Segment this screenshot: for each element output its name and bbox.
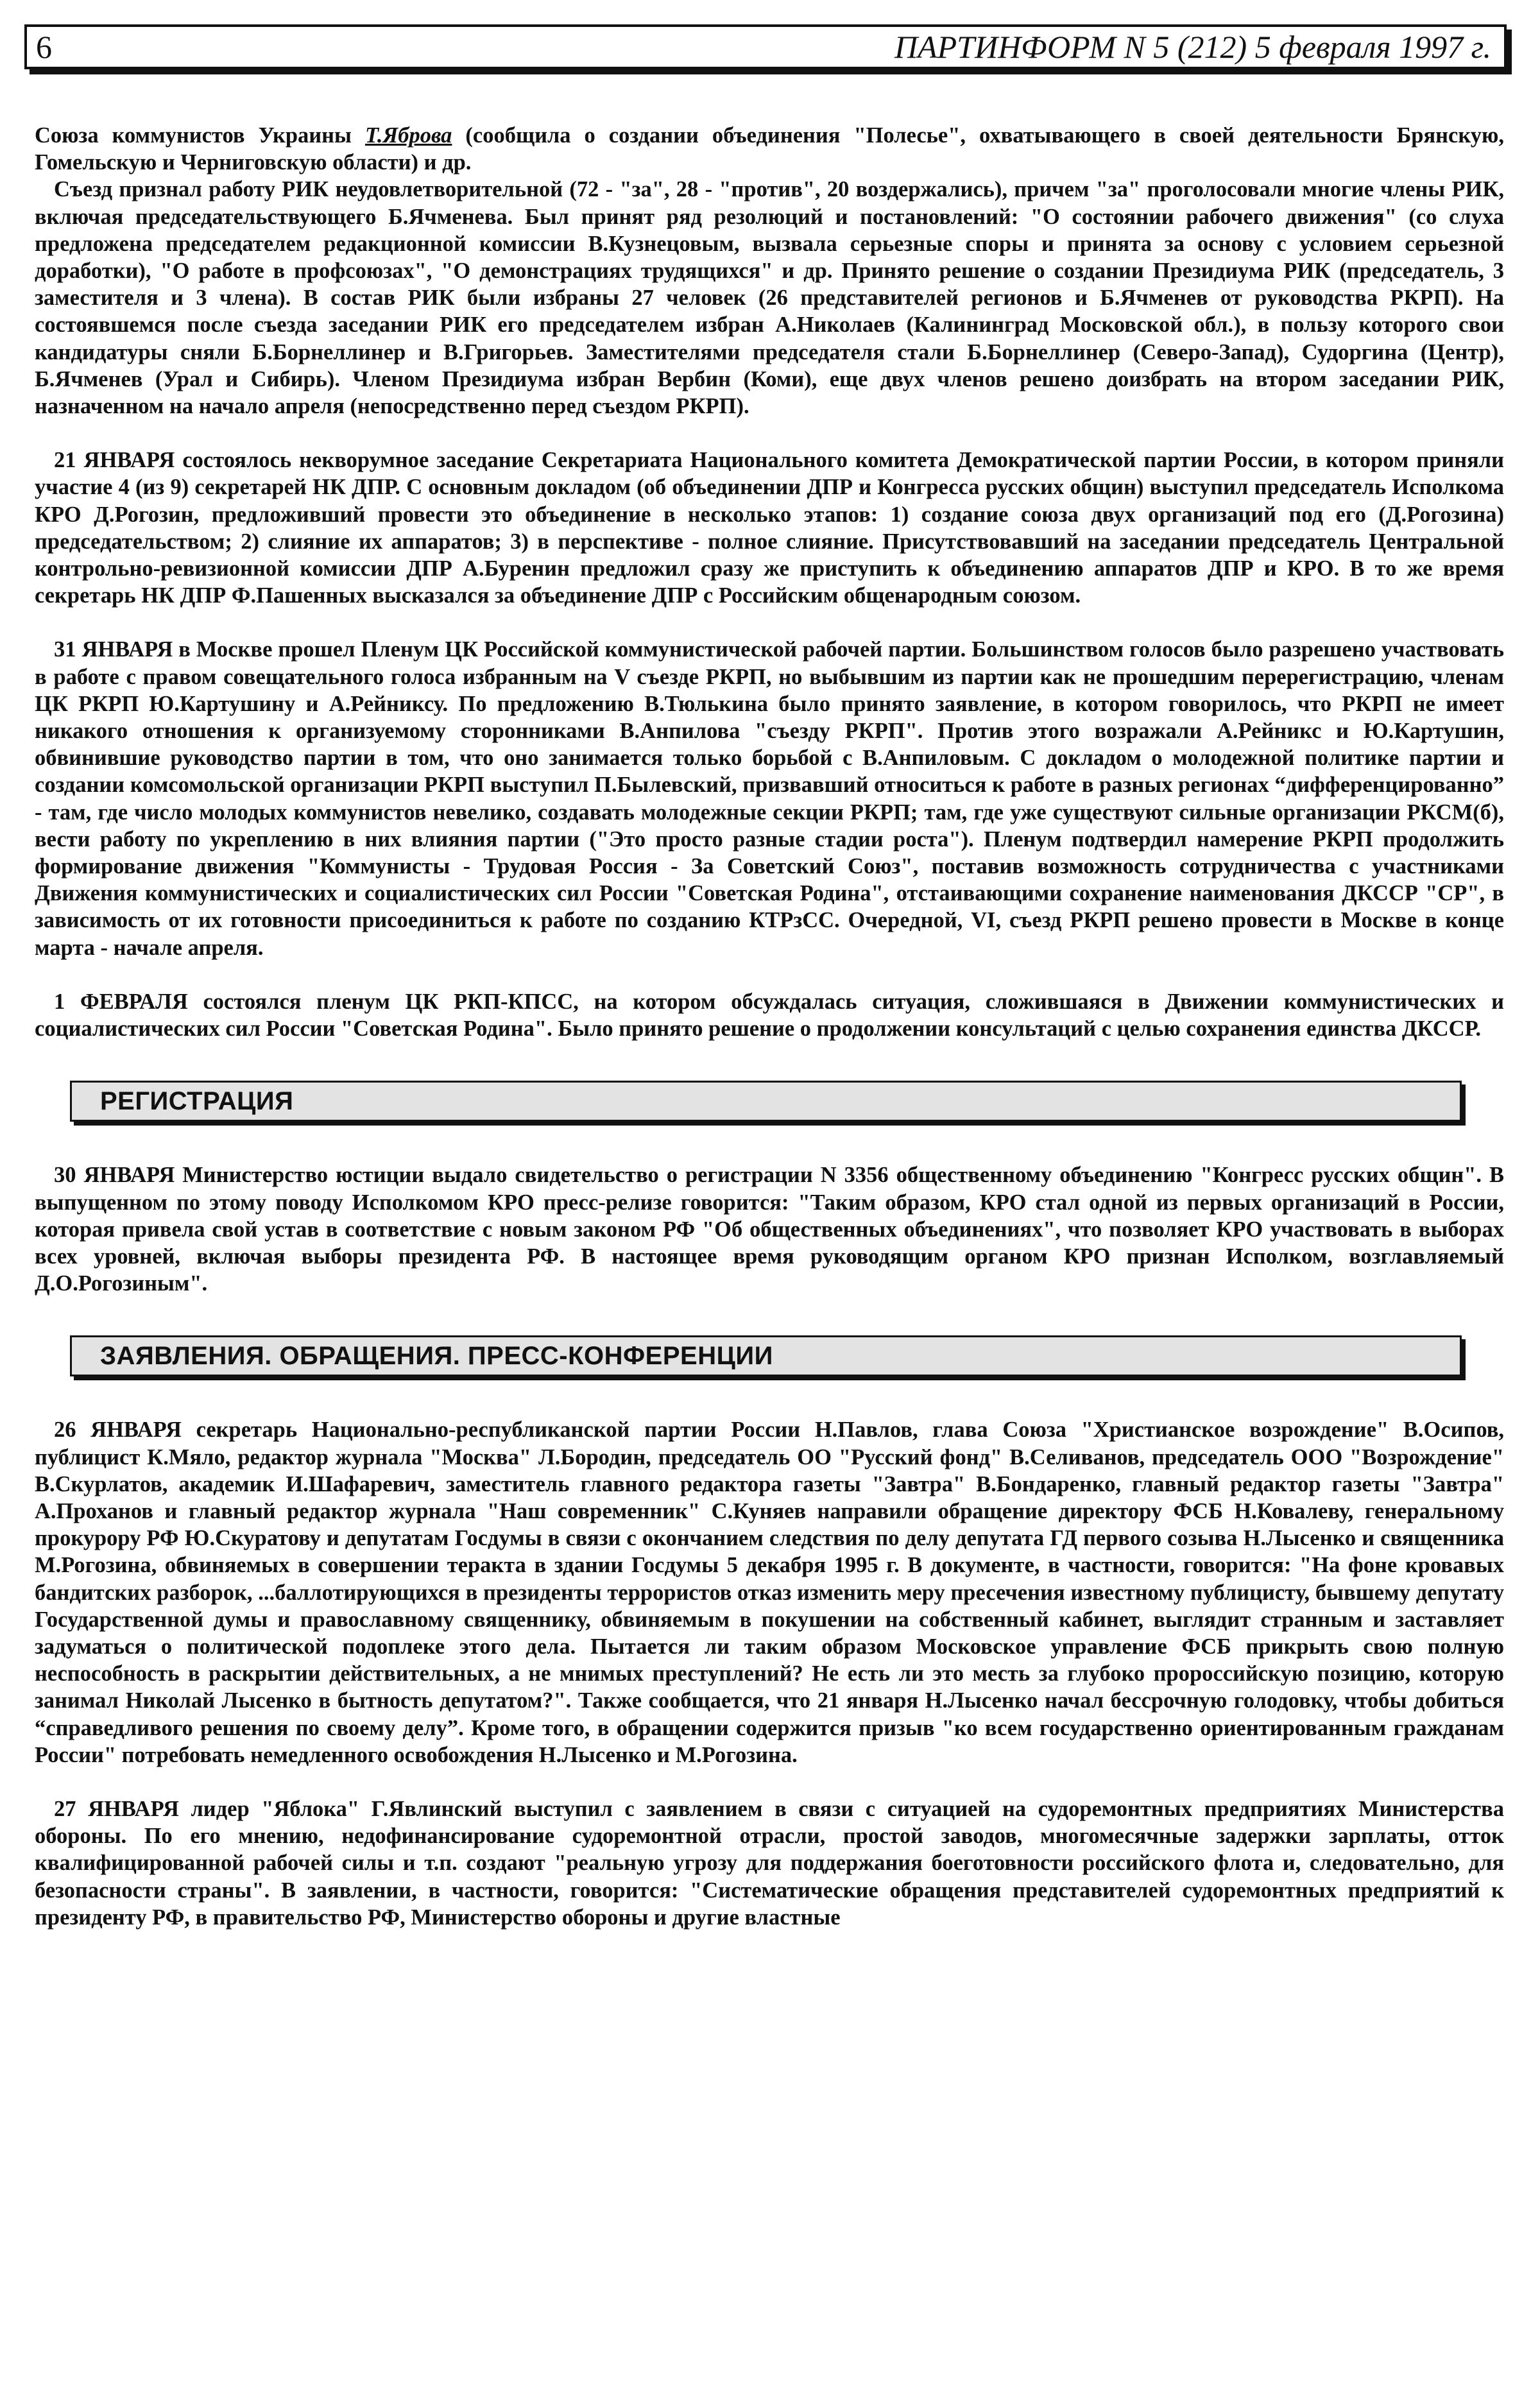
registration-jan30: 30 ЯНВАРЯ Министерство юстиции выдало свидетельство о регистрации N 3356 общественному объединению "Конгресс русских общин". В выпущенном по этому поводу Исполкомом КРО пресс-релизе говорится: "Таким образом, КРО стал одной из первых организаций в России, которая привела свой устав в соответствие с новым законом РФ "Об общественных объединениях", что позволяет КРО участвовать в выборах всех уровней, включая выборы президента РФ. В настоящее время руководящим органом КРО признан Исполком, возглавляемый Д.О.Рогозиным". [35, 1163, 1504, 1296]
intro-paragraph-2: Съезд признал работу РИК неудовлетворительной (72 - "за", 28 - "против", 20 воздержались), причем "за" проголосовали многие члены РИК, включая председательствующего Б.Ячменева. Был принят ряд резолюций и постановлений: "О состоянии рабочего движения" (со слуха предложена председателем редакционной комиссии В.Кузнецовым, вызвала серьезные споры и принята за основу с условием серьезной доработки), "О работе в профсоюзах", "О демонстрациях трудящихся" и др. Принято решение о создании Президиума РИК (председатель, 3 заместителя и 3 члена). В состав РИК были избраны 27 человек (26 представителей регионов и Б.Ячменев от руководства РКРП). На состоявшемся после съезда заседании РИК его председателем избран А.Николаев (Калининград Московской обл.), в пользу которого свои кандидатуры сняли Б.Борнеллинер и В.Григорьев. Заместителями председателя стали Б.Борнеллинер (Северо-Запад), Судоргина (Центр), Б.Ячменев (Урал и Сибирь). Членом Президиума избран Вербин (Коми), еще двух членов решено доизбрать на втором заседании РИК, назначенном на начало апреля (непосредственно перед съездом РКРП). [35, 177, 1504, 419]
news-feb1: 1 ФЕВРАЛЯ состоялся пленум ЦК РКП-КПСС, на котором обсуждалась ситуация, сложившаяся в Движении коммунистических и социалистических сил России "Советская Родина". Было принято решение о продолжении консультаций с целью сохранения единства ДКССР. [35, 989, 1504, 1041]
section-title: РЕГИСТРАЦИЯ [100, 1087, 294, 1116]
article-body [35, 122, 1504, 1931]
section-heading-statements [70, 1335, 1462, 1376]
intro-text-continued: (сообщила о создании объединения "Полесье", охватывающего в своей деятельности Брянскую, Гомельскую и Черниговскую области) и др. [35, 123, 1504, 175]
news-jan31: 31 ЯНВАРЯ в Москве прошел Пленум ЦК Российской коммунистической рабочей партии. Большинством голосов было разрешено участвовать в работе с правом совещательного голоса избранным на V съезде РКРП, но выбывшим из партии как не прошедшим перерегистрацию, членам ЦК РКРП Ю.Картушину и А.Рейниксу. По предложению В.Тюлькина было принято заявление, в котором говорилось, что РКРП не имеет никакого отношения к организуемому сторонниками В.Анпилова "съезду РКРП". Против этого возражали А.Рейникс и Ю.Картушин, обвинившие руководство партии в том, что оно занимается только борьбой с В.Анпиловым. С докладом о молодежной политике партии и создании комсомольской организации РКРП выступил П.Былевский, призвавший относиться к работе в разных регионах “дифференцированно” - там, где число молодых коммунистов невелико, создавать молодежные секции РКРП; там, где уже существуют сильные организации РКСМ(б), вести работу по укреплению в них влияния партии ("Это просто разные стадии роста"). Пленум подтвердил намерение РКРП продолжить формирование движения "Коммунисты - Трудовая Россия - За Советский Союз", поставив возможность сотрудничества с участниками Движения коммунистических и социалистических сил России "Советская Родина", отстаивающими сохранение наименования ДКССР "СР", в зависимость от их готовности присоединиться к работе по созданию КТРзСС. Очередной, VI, съезд РКРП решено провести в Москве в конце марта - начале апреля. [35, 637, 1504, 960]
section-title: ЗАЯВЛЕНИЯ. ОБРАЩЕНИЯ. ПРЕСС-КОНФЕРЕНЦИИ [100, 1342, 773, 1371]
page-number: 6 [36, 29, 52, 65]
news-jan21: 21 ЯНВАРЯ состоялось некворумное заседание Секретариата Национального комитета Демократической партии России, в котором приняли участие 4 (из 9) секретарей НК ДПР. С основным докладом (об объединении ДПР и Конгресса русских общин) выступил председатель Исполкома КРО Д.Рогозин, предложивший провести это объединение в несколько этапов: 1) создание союза двух организаций под его (Д.Рогозина) председательством; 2) слияние их аппаратов; 3) в перспективе - полное слияние. Присутствовавший на заседании председатель Центральной контрольно-ревизионной комиссии ДПР А.Буренин предложил сразу же приступить к объединению аппаратов ДПР и КРО. В то же время секретарь НК ДПР Ф.Пашенных высказался за объединение ДПР с Российским общенародным союзом. [35, 448, 1504, 608]
statement-jan26: 26 ЯНВАРЯ секретарь Национально-республиканской партии России Н.Павлов, глава Союза "Христианское возрождение" В.Осипов, публицист К.Мяло, редактор журнала "Москва" Л.Бородин, председатель ОО "Русский фонд" В.Селиванов, председатель ООО "Возрождение" В.Скурлатов, академик И.Шафаревич, заместитель главного редактора газеты "Завтра" В.Бондаренко, главный редактор газеты "Завтра" А.Проханов и главный редактор журнала "Наш современник" С.Куняев направили обращение директору ФСБ Н.Ковалеву, генеральному прокурору РФ Ю.Скуратову и депутатам Госдумы в связи с окончанием следствия по делу депутата ГД первого созыва Н.Лысенко и священника М.Рогозина, обвиняемых в совершении теракта в здании Госдумы 5 декабря 1995 г. В документе, в частности, говорится: "На фоне кровавых бандитских разборок, ...баллотирующихся в президенты террористов отказ изменить меру пресечения известному публицисту, бывшему депутату Государственной думы и православному священнику, обвиняемым в покушении на собственный кабинет, выглядит странным и заставляет задуматься о политической подоплеке этого дела. Пытается ли таким образом Московское управление ФСБ прикрыть свою полную неспособность в раскрытии действительных, а не мнимых преступлений? Не есть ли это месть за глубоко пророссийскую позицию, которую занимал Николай Лысенко в бытность депутатом?". Также сообщается, что 21 января Н.Лысенко начал бессрочную голодовку, чтобы добиться “справедливого решения по своему делу”. Кроме того, в обращении содержится призыв "ко всем государственно ориентированным гражданам России" потребовать немедленного освобождения Н.Лысенко и М.Рогозина. [35, 1418, 1504, 1767]
section-heading-registration [70, 1081, 1462, 1122]
intro-text: Союза коммунистов Украины [35, 123, 365, 148]
publication-title: ПАРТИНФОРМ N 5 (212) 5 февраля 1997 г. [894, 29, 1491, 65]
statement-jan27: 27 ЯНВАРЯ лидер "Яблока" Г.Явлинский выступил с заявлением в связи с ситуацией на судоремонтных предприятиях Министерства обороны. По его мнению, недофинансирование судоремонтной отрасли, простой заводов, многомесячные задержки зарплаты, отток квалифицированной рабочей силы и т.п. создают "реальную угрозу для поддержания боеготовности российского флота и, следовательно, для безопасности страны". В заявлении, в частности, говорится: "Систематические обращения представителей судоремонтных предприятий к президенту РФ, в правительство РФ, Министерство обороны и другие властные [35, 1796, 1504, 1930]
intro-paragraph-1 [35, 122, 1504, 176]
person-name-link: Т.Яброва [364, 123, 452, 148]
page-header [24, 24, 1507, 69]
